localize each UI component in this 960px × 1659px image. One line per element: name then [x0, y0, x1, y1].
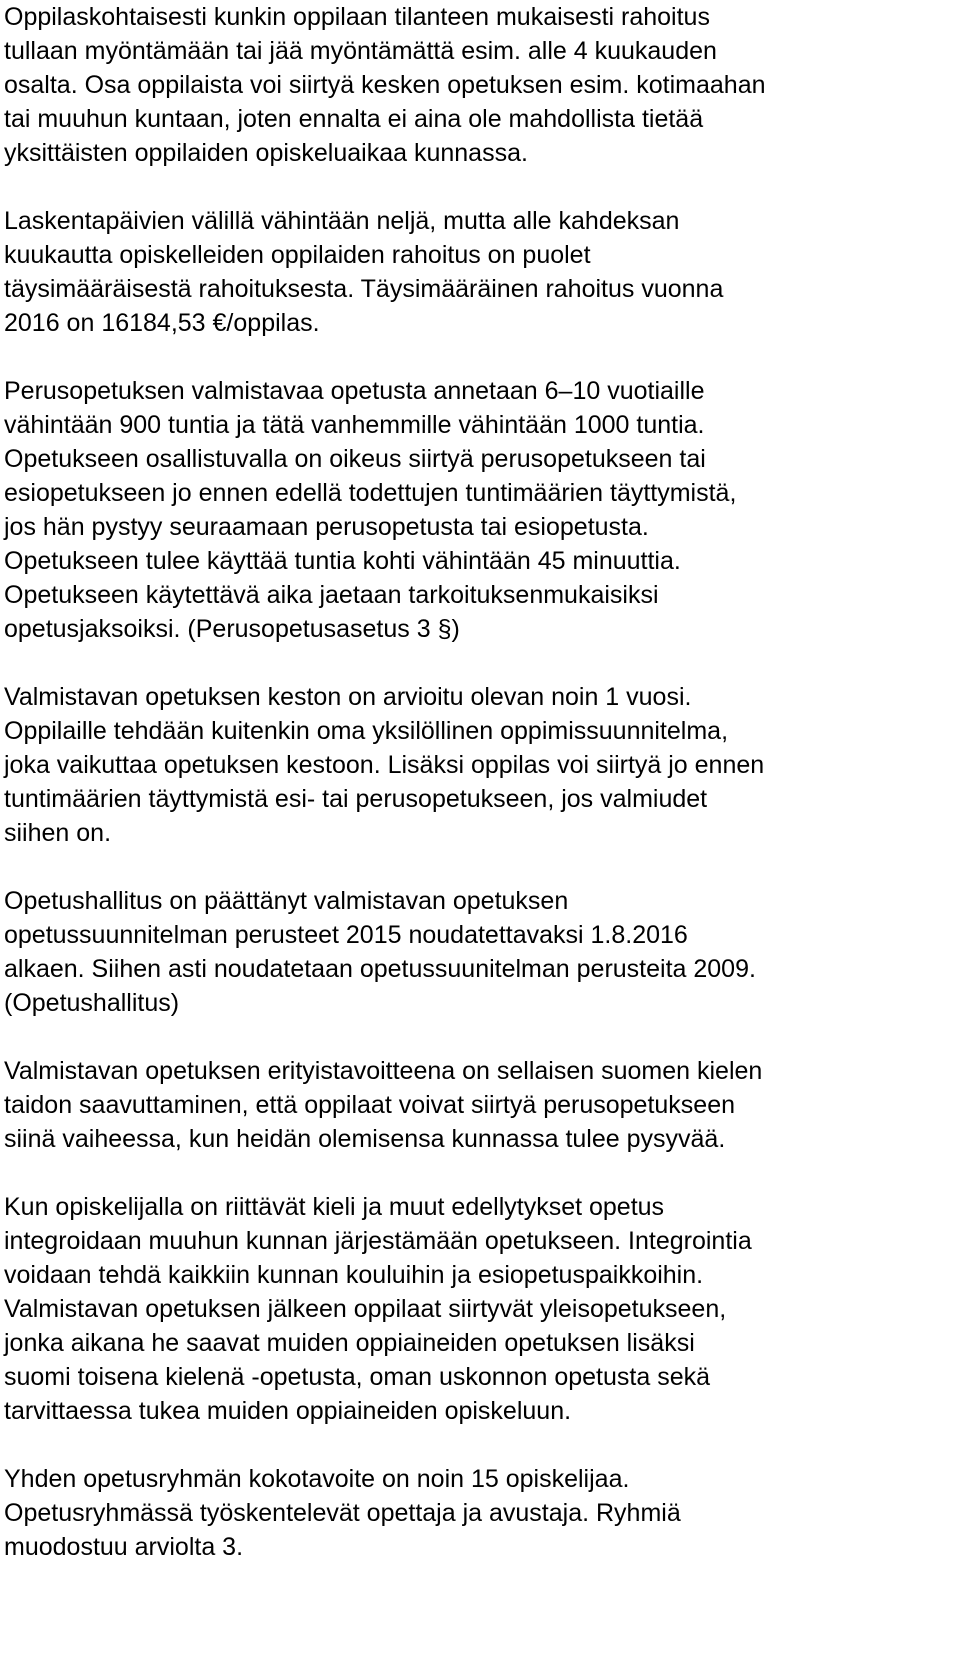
text-line: tuntimäärien täyttymistä esi- tai perusopetukseen, jos valmiudet	[4, 785, 708, 813]
paragraph-gap	[4, 1156, 954, 1190]
text-line: suomi toisena kielenä -opetusta, oman uskonnon opetusta sekä	[4, 1363, 711, 1391]
text-line: kuukautta opiskelleiden oppilaiden rahoitus on puolet	[4, 241, 591, 269]
text-line: Perusopetuksen valmistavaa opetusta annetaan 6–10 vuotiaille	[4, 377, 705, 405]
text-line: jos hän pystyy seuraamaan perusopetusta tai esiopetusta.	[4, 513, 649, 541]
text-line: tarvittaessa tukea muiden oppiaineiden opiskeluun.	[4, 1397, 572, 1425]
paragraph-gap	[4, 340, 954, 374]
paragraph-duration	[4, 680, 954, 850]
text-line: vähintään 900 tuntia ja tätä vanhemmille vähintään 1000 tuntia.	[4, 411, 705, 439]
paragraph-gap	[4, 1428, 954, 1462]
text-line: joka vaikuttaa opetuksen kestoon. Lisäksi oppilas voi siirtyä jo ennen	[4, 751, 765, 779]
text-line: taidon saavuttaminen, että oppilaat voivat siirtyä perusopetukseen	[4, 1091, 736, 1119]
text-line: jonka aikana he saavat muiden oppiaineiden opetuksen lisäksi	[4, 1329, 695, 1357]
text-line: Valmistavan opetuksen jälkeen oppilaat siirtyvät yleisopetukseen,	[4, 1295, 727, 1323]
text-line: Valmistavan opetuksen keston on arvioitu olevan noin 1 vuosi.	[4, 683, 692, 711]
text-line: Oppilaskohtaisesti kunkin oppilaan tilanteen mukaisesti rahoitus	[4, 3, 710, 31]
text-line: Oppilaille tehdään kuitenkin oma yksilöllinen oppimissuunnitelma,	[4, 717, 729, 745]
paragraph-objectives	[4, 1054, 954, 1156]
text-line: opetusjaksoiksi. (Perusopetusasetus 3 §)	[4, 615, 460, 643]
text-line: Opetukseen käytettävä aika jaetaan tarkoituksenmukaisiksi	[4, 581, 659, 609]
text-line: opetussuunnitelman perusteet 2015 noudatettavaksi 1.8.2016	[4, 921, 688, 949]
text-line: muodostuu arviolta 3.	[4, 1533, 244, 1561]
text-line: täysimääräisestä rahoituksesta. Täysimääräinen rahoitus vuonna	[4, 275, 724, 303]
text-line: Laskentapäivien välillä vähintään neljä, mutta alle kahdeksan	[4, 207, 680, 235]
text-line: integroidaan muuhun kunnan järjestämään opetukseen. Integrointia	[4, 1227, 752, 1255]
text-line: Opetusryhmässä työskentelevät opettaja ja avustaja. Ryhmiä	[4, 1499, 681, 1527]
text-line: yksittäisten oppilaiden opiskeluaikaa kunnassa.	[4, 139, 528, 167]
text-line: tullaan myöntämään tai jää myöntämättä esim. alle 4 kuukauden	[4, 37, 717, 65]
paragraph-preparatory-hours	[4, 374, 954, 646]
text-line: Yhden opetusryhmän kokotavoite on noin 15 opiskelijaa.	[4, 1465, 630, 1493]
text-line: Opetukseen tulee käyttää tuntia kohti vähintään 45 minuuttia.	[4, 547, 681, 575]
text-line: Valmistavan opetuksen erityistavoitteena on sellaisen suomen kielen	[4, 1057, 763, 1085]
paragraph-integration	[4, 1190, 954, 1428]
text-line: Kun opiskelijalla on riittävät kieli ja muut edellytykset opetus	[4, 1193, 665, 1221]
text-line: Opetushallitus on päättänyt valmistavan opetuksen	[4, 887, 569, 915]
paragraph-funding-per-student	[4, 0, 954, 170]
text-line: alkaen. Siihen asti noudatetaan opetussuunitelman perusteita 2009.	[4, 955, 756, 983]
paragraph-gap	[4, 646, 954, 680]
text-line: Opetukseen osallistuvalla on oikeus siirtyä perusopetukseen tai	[4, 445, 706, 473]
text-line: osalta. Osa oppilaista voi siirtyä kesken opetuksen esim. kotimaahan	[4, 71, 766, 99]
paragraph-group-size	[4, 1462, 954, 1564]
paragraph-gap	[4, 1020, 954, 1054]
paragraph-gap	[4, 850, 954, 884]
paragraph-gap	[4, 170, 954, 204]
paragraph-curriculum	[4, 884, 954, 1020]
text-line: 2016 on 16184,53 €/oppilas.	[4, 309, 320, 337]
text-line: tai muuhun kuntaan, joten ennalta ei aina ole mahdollista tietää	[4, 105, 704, 133]
text-line: voidaan tehdä kaikkiin kunnan kouluihin ja esiopetuspaikkoihin.	[4, 1261, 704, 1289]
text-line: esiopetukseen jo ennen edellä todettujen tuntimäärien täyttymistä,	[4, 479, 737, 507]
text-line: siihen on.	[4, 819, 112, 847]
text-line: siinä vaiheessa, kun heidän olemisensa kunnassa tulee pysyvää.	[4, 1125, 726, 1153]
paragraph-half-funding	[4, 204, 954, 340]
text-line: (Opetushallitus)	[4, 989, 180, 1017]
